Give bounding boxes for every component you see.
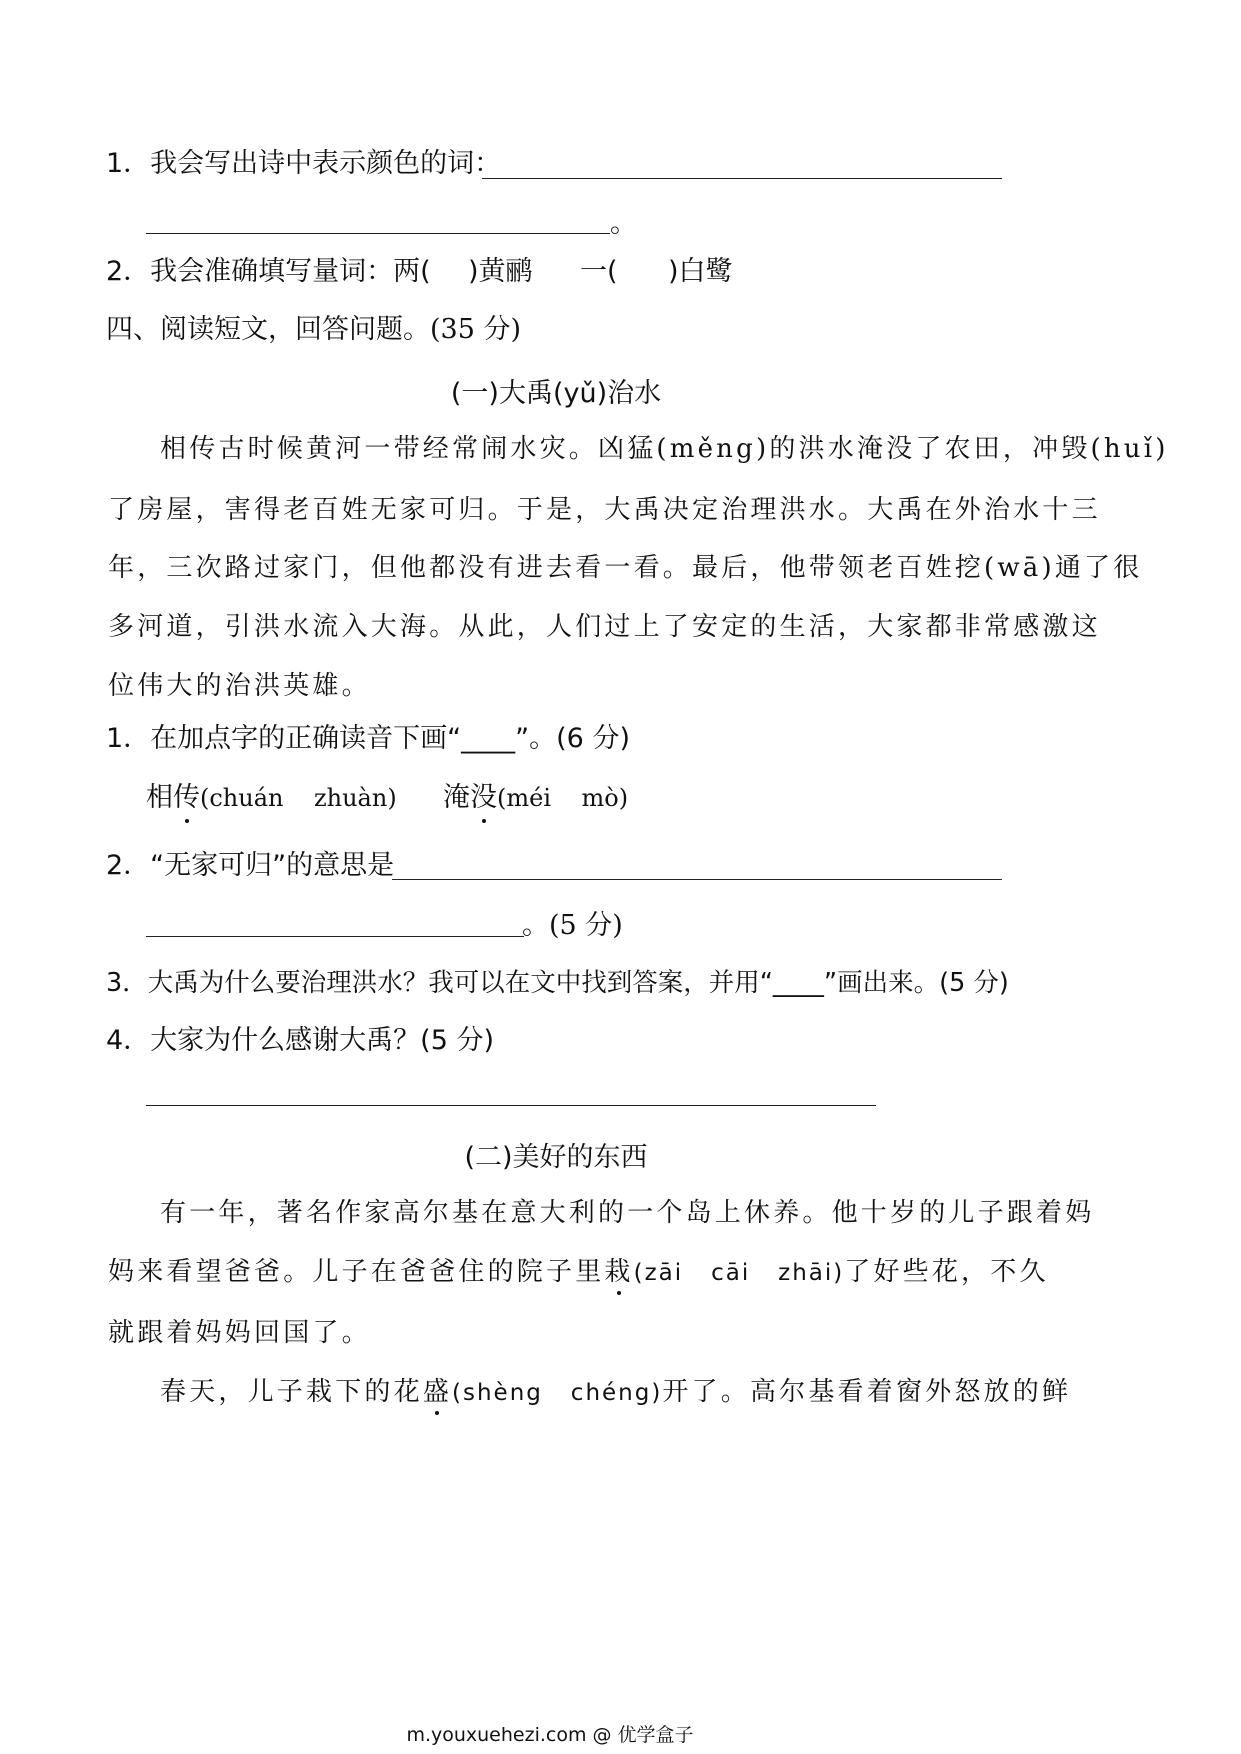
q2-measure-word-label: 2．我会准确填写量词：两( bbox=[106, 256, 431, 287]
q2-text-bailu: )白鹭 bbox=[668, 256, 733, 287]
question-4: 4．大家为什么感谢大禹？(5 分) bbox=[106, 1025, 495, 1056]
question-1-word-1 bbox=[146, 780, 397, 816]
q2-text-yi: 一( bbox=[580, 256, 618, 287]
q1-word2-pinyin-options[interactable]: (méi mò) bbox=[497, 784, 629, 812]
q2-answer-line-1[interactable] bbox=[392, 879, 1002, 880]
q1-word1-dotted-char: 传 bbox=[173, 780, 200, 816]
passage2-line-1: 有一年，著名作家高尔基在意大利的一个岛上休养。他十岁的儿子跟着妈 bbox=[160, 1198, 1095, 1228]
question-1-word-2 bbox=[443, 780, 628, 816]
q4-answer-line[interactable] bbox=[146, 1105, 876, 1106]
passage1-line-3: 年，三次路过家门，但他都没有进去看一看。最后，他带领老百姓挖(wā)通了很 bbox=[108, 553, 1143, 583]
question-1: 1．在加点字的正确读音下画“____”。(6 分) bbox=[106, 723, 630, 754]
passage2-dotted-char-sheng: 盛 bbox=[423, 1371, 452, 1408]
section4-heading: 四、阅读短文，回答问题。(35 分) bbox=[106, 314, 522, 345]
passage2-line-4 bbox=[160, 1371, 1071, 1408]
q2-end-score: 。(5 分) bbox=[522, 910, 623, 941]
passage2-line-4-start: 春天，儿子栽下的花 bbox=[160, 1377, 423, 1407]
passage2-line-2 bbox=[108, 1251, 1049, 1288]
passage1-line-5: 位伟大的治洪英雄。 bbox=[108, 671, 371, 701]
q1-answer-line-2[interactable] bbox=[146, 233, 610, 234]
passage1-line-2: 了房屋，害得老百姓无家可归。于是，大禹决定治理洪水。大禹在外治水十三 bbox=[108, 495, 1101, 525]
passage1-title: (一)大禹(yǔ)治水 bbox=[450, 378, 662, 409]
q1-word2-dotted-char: 没 bbox=[470, 780, 497, 816]
passage2-line-3: 就跟着妈妈回国了。 bbox=[108, 1318, 371, 1348]
q1-word2-char: 淹 bbox=[443, 782, 470, 813]
passage2-line-2-end: 了好些花，不久 bbox=[844, 1257, 1049, 1287]
question-3: 3．大禹为什么要治理洪水？我可以在文中找到答案，并用“____”画出来。(5 分) bbox=[106, 968, 1009, 998]
passage1-line-4: 多河道，引洪水流入大海。从此，人们过上了安定的生活，大家都非常感激这 bbox=[108, 612, 1101, 642]
q2-text-huangli: )黄鹂 bbox=[468, 256, 533, 287]
q1-word1-pinyin-options[interactable]: (chuán zhuàn) bbox=[200, 784, 397, 812]
footer-watermark: m.youxuehezi.com @ 优学盒子 bbox=[406, 1724, 694, 1746]
q1-end-mark: 。 bbox=[610, 208, 637, 239]
passage2-line-4-end: 开了。高尔基看着窗外怒放的鲜 bbox=[662, 1377, 1072, 1407]
q2-answer-line-2[interactable] bbox=[146, 936, 524, 937]
passage2-pinyin-options-zai[interactable]: (zāi cāi zhāi) bbox=[633, 1260, 845, 1286]
q1-color-words-label: 1．我会写出诗中表示颜色的词： bbox=[106, 148, 502, 179]
passage2-line-2-start: 妈来看望爸爸。儿子在爸爸住的院子里 bbox=[108, 1257, 605, 1287]
question-2: 2．“无家可归”的意思是 bbox=[106, 850, 395, 881]
passage2-dotted-char-zai: 栽 bbox=[604, 1251, 633, 1288]
q1-word1-char: 相 bbox=[146, 782, 173, 813]
passage1-line-1: 相传古时候黄河一带经常闹水灾。凶猛(měng)的洪水淹没了农田，冲毁(huǐ) bbox=[160, 434, 1169, 464]
q1-answer-line-1[interactable] bbox=[482, 178, 1002, 179]
passage2-pinyin-options-sheng[interactable]: (shèng chéng) bbox=[452, 1380, 663, 1406]
passage2-title: (二)美好的东西 bbox=[464, 1142, 648, 1173]
